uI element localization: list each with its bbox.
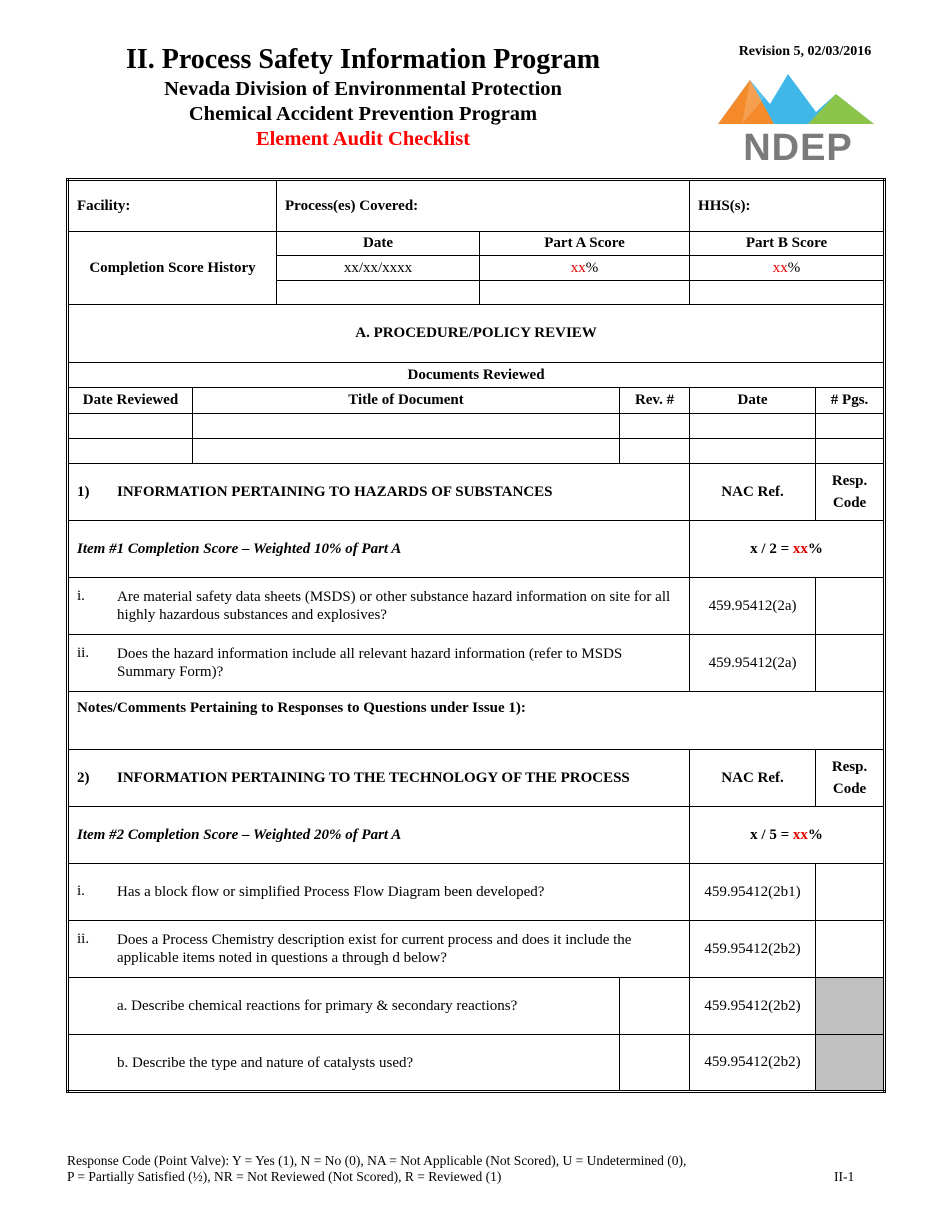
item2-nac-header: NAC Ref. xyxy=(690,750,816,807)
item2-subquestion-a-shaded xyxy=(816,978,885,1035)
table-row xyxy=(68,439,885,464)
completion-history-label: Completion Score History xyxy=(68,232,277,305)
program-name: Chemical Accident Prevention Program xyxy=(188,103,538,125)
documents-reviewed-label: Documents Reviewed xyxy=(68,363,885,388)
col-title-of-document: Title of Document xyxy=(193,388,620,414)
item1-question-ii: ii. Does the hazard information include all relevant hazard information (refer to MSDS Summary Form)? xyxy=(68,635,690,692)
item2-subquestion-b-shaded xyxy=(816,1035,885,1092)
item2-subquestion-b-ref: 459.95412(2b2) xyxy=(690,1035,816,1092)
item1-heading: 1) INFORMATION PERTAINING TO HAZARDS OF SUBSTANCES xyxy=(68,464,690,521)
item1-resp-header: Resp. Code xyxy=(816,464,885,521)
col-date: Date xyxy=(690,388,816,414)
item2-score-formula[interactable]: x / 5 = xx% xyxy=(690,807,885,864)
item2-subquestion-b: b. Describe the type and nature of catalysts used? xyxy=(68,1035,620,1092)
item2-subquestion-a: a. Describe chemical reactions for primary & secondary reactions? xyxy=(68,978,620,1035)
item2-subquestion-a-ref: 459.95412(2b2) xyxy=(690,978,816,1035)
response-code-legend: Response Code (Point Valve): Y = Yes (1), N = No (0), NA = Not Applicable (Not Scored), U = Undetermined (0), P = Partially Satisfied (½), NR = Not Reviewed (Not Scored), R = Reviewed (1) xyxy=(67,1153,687,1184)
facility-field[interactable]: Facility: xyxy=(68,180,277,232)
item1-question-i-ref: 459.95412(2a) xyxy=(690,578,816,635)
col-date-reviewed: Date Reviewed xyxy=(68,388,193,414)
item1-score-formula[interactable]: x / 2 = xx% xyxy=(690,521,885,578)
item2-subquestion-b-response[interactable] xyxy=(620,1035,690,1092)
hhs-field[interactable]: HHS(s): xyxy=(690,180,885,232)
ndep-logo xyxy=(712,60,882,164)
table-row xyxy=(68,414,885,439)
agency-name: Nevada Division of Environmental Protection xyxy=(164,78,562,100)
item2-question-ii-response[interactable] xyxy=(816,921,885,978)
part-b-header: Part B Score xyxy=(690,232,885,256)
item1-question-ii-ref: 459.95412(2a) xyxy=(690,635,816,692)
item2-question-ii: ii. Does a Process Chemistry description exist for current process and does it include the applicable items noted in questions a through d below? xyxy=(68,921,690,978)
item1-question-i-response[interactable] xyxy=(816,578,885,635)
item2-heading: 2) INFORMATION PERTAINING TO THE TECHNOLOGY OF THE PROCESS xyxy=(68,750,690,807)
item1-notes[interactable]: Notes/Comments Pertaining to Responses to Questions under Issue 1): xyxy=(68,692,885,750)
item2-question-ii-ref: 459.95412(2b2) xyxy=(690,921,816,978)
item2-question-i-ref: 459.95412(2b1) xyxy=(690,864,816,921)
page-number: II-1 xyxy=(834,1169,855,1184)
section-a-title: A. PROCEDURE/POLICY REVIEW xyxy=(68,305,885,363)
item2-question-i-response[interactable] xyxy=(816,864,885,921)
revision-label: Revision 5, 02/03/2016 xyxy=(738,44,872,59)
date-header: Date xyxy=(277,232,480,256)
history-date[interactable]: xx/xx/xxxx xyxy=(277,256,480,281)
item2-subquestion-a-response[interactable] xyxy=(620,978,690,1035)
part-a-score[interactable]: xx% xyxy=(480,256,690,281)
col-rev: Rev. # xyxy=(620,388,690,414)
checklist-name: Element Audit Checklist xyxy=(255,128,471,150)
history-date-empty[interactable] xyxy=(277,281,480,305)
audit-checklist-table xyxy=(66,178,886,1093)
item2-score-label: Item #2 Completion Score – Weighted 20% of Part A xyxy=(68,807,690,864)
part-a-score-empty[interactable] xyxy=(480,281,690,305)
item2-resp-header: Resp. Code xyxy=(816,750,885,807)
part-a-header: Part A Score xyxy=(480,232,690,256)
page-title: II. Process Safety Information Program xyxy=(125,44,601,75)
item2-question-i: i. Has a block flow or simplified Process Flow Diagram been developed? xyxy=(68,864,690,921)
item1-question-i: i. Are material safety data sheets (MSDS) or other substance hazard information on site for all highly hazardous substances and explosives? xyxy=(68,578,690,635)
item1-question-ii-response[interactable] xyxy=(816,635,885,692)
logo-text: NDEP xyxy=(743,127,853,164)
item1-score-label: Item #1 Completion Score – Weighted 10% of Part A xyxy=(68,521,690,578)
process-covered-field[interactable]: Process(es) Covered: xyxy=(277,180,690,232)
col-pages: # Pgs. xyxy=(816,388,885,414)
item1-nac-header: NAC Ref. xyxy=(690,464,816,521)
part-b-score-empty[interactable] xyxy=(690,281,885,305)
part-b-score[interactable]: xx% xyxy=(690,256,885,281)
